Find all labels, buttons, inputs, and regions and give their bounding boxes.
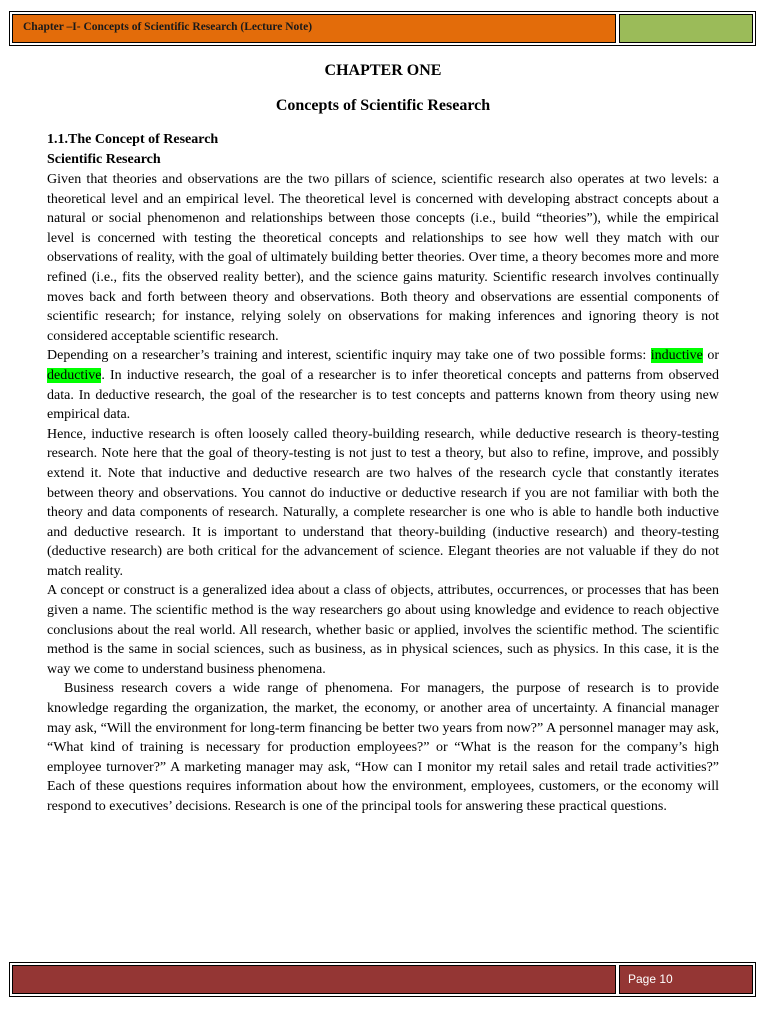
subsection-heading: Scientific Research xyxy=(47,152,161,167)
header-band xyxy=(12,14,616,43)
chapter-title: CHAPTER ONE xyxy=(324,62,442,79)
page-header xyxy=(9,11,756,46)
paragraph-theory-observation: Given that theories and observations are the two pillars of science, scientific research also operates at two levels: a theoretical level and an empirical level. The theoretical level is concerned with developing abstract concepts about a natural or social phenomenon and relationships between those concepts (i.e., build “theories”), while the empirical level is concerned with testing the theoretical concepts and relationships to see how well they match with our observations of reality, with the goal of ultimately building better theories. Over time, a theory becomes more and more refined (i.e., fits the observed reality better), and the science gains maturity. Scientific research involves continually moves back and forth between theory and observations. Both theory and observations are essential components of scientific research; for instance, relying solely on observations for making inferences and ignoring theory is not considered acceptable scientific research. xyxy=(47,172,719,344)
footer-band xyxy=(12,965,616,994)
paragraph-business-research: Business research covers a wide range of phenomena. For managers, the purpose of research is to provide knowledge regarding the organization, the market, the economy, or another area of uncertainty. A financial manager may ask, “Will the environment for long-term financing be better two years from now?” A personnel manager may ask, “What kind of training is necessary for production employees?” or “What is the reason for the company’s high employee turnover?” A marketing manager may ask, “How can I monitor my retail sales and retail trade activities?” Each of these questions requires information about how the environment, employees, customers, or the economy will respond to executives’ decisions. Research is one of the principal tools for answering these practical questions. xyxy=(47,681,719,814)
header-title: Chapter –I- Concepts of Scientific Research (Lecture Note) xyxy=(23,21,313,33)
para-text: . In inductive research, the goal of a researcher is to infer theoretical concepts and patterns from observed data. In deductive research, the goal of the researcher is to test concepts and patterns known from theory using new empirical data. xyxy=(47,367,719,423)
header-accent-block xyxy=(619,14,753,43)
para-text: Depending on a researcher’s training and interest, scientific inquiry may take one of two possible forms: xyxy=(47,348,651,364)
section-heading: 1.1.The Concept of Research xyxy=(47,132,219,147)
page-footer xyxy=(9,962,756,997)
paragraph-concept-definition: A concept or construct is a generalized idea about a class of objects, attributes, occurrences, or processes that has been given a name. The scientific method is the way researchers go about using knowledge and evidence to reach objective conclusions about the real world. All research, whether basic or applied, involves the scientific method. The scientific method is the same in social sciences, such as business, as in physical sciences, such as physics. In this case, it is the way we come to understand business phenomena. xyxy=(47,583,719,677)
page-number: Page 10 xyxy=(628,972,673,986)
highlighted-term-deductive: deductive xyxy=(47,367,102,383)
document-body xyxy=(47,60,719,817)
chapter-subtitle: Concepts of Scientific Research xyxy=(275,97,491,114)
page-number-box xyxy=(619,965,753,994)
paragraph-research-forms xyxy=(47,346,719,424)
para-text: or xyxy=(702,348,719,364)
paragraph-theory-building: Hence, inductive research is often loosely called theory-building research, while deductive research is theory-testing research. Note here that the goal of theory-testing is not just to test a theory, but also to refine, improve, and possibly extend it. Note that inductive and deductive research are two halves of the research cycle that constantly iterates between theory and observations. You cannot do inductive or deductive research if you are not familiar with both the theory and data components of research. Naturally, a complete researcher is one who is able to handle both inductive and deductive research. It is important to understand that theory-building (inductive research) and theory-testing (deductive research) are both critical for the advancement of science. Elegant theories are not valuable if they do not match reality. xyxy=(47,426,719,579)
highlighted-term-inductive: inductive xyxy=(650,348,703,364)
